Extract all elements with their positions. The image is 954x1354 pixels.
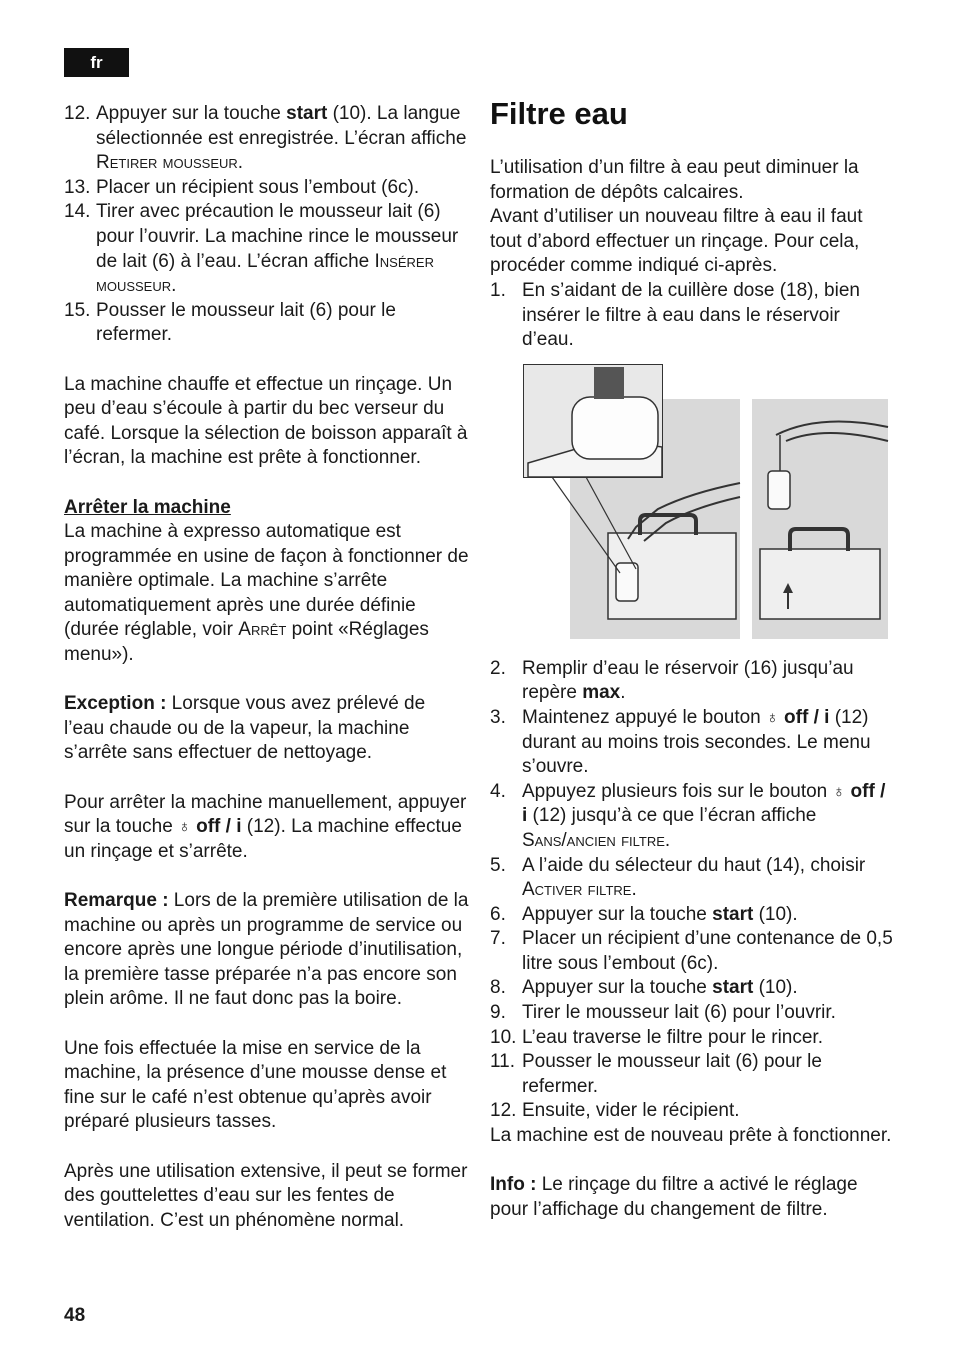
step-text-part: Remplir d’eau le réservoir (16) jusqu’au repère [522,657,854,704]
paragraph-text-part: Lors de la première utilisation de la machine ou après un programme de service ou encore après une longue période d’inutilisation, la première tasse préparée n’a pas encore son plein arôme. Il ne faut donc pas la boire. [64,890,469,1010]
paragraph-text-part: Pour arrêter la machine manuellement, appuyer sur la touche [64,791,467,838]
step-text [522,657,895,706]
step-text: Pousser le mousseur lait (6) pour le refermer. [522,1051,822,1097]
list-item [490,780,895,854]
step-text: L’eau traverse le filtre pour le rincer. [522,1026,823,1048]
left-step-list [64,102,469,348]
step-text-part: . [620,682,626,704]
step-text-part: . [631,879,637,901]
display-message: Retirer mousseur [96,152,238,174]
display-message: Sans/ancien filtre [522,829,665,851]
page-number: 48 [64,1305,86,1326]
step-text: Placer un récipient sous l’embout (6c). [96,176,420,198]
filter-insertion-illustration [490,363,890,643]
step-number: 8. [490,977,506,999]
step-number: 11. [490,1051,516,1073]
list-item [490,927,895,976]
paragraph-intro: L’utilisation d’un filtre à eau peut diminuer la formation de dépôts calcaires. [490,157,859,203]
step-text-part: A l’aide du sélecteur du haut (14), choisir [522,854,866,876]
step-number: 5. [490,854,506,876]
right-column [490,94,895,1222]
step-number: 7. [490,928,506,950]
step-text-part: Appuyez plusieurs fois sur le bouton [522,780,833,802]
paragraph-intro-rinse: Avant d’utiliser un nouveau filtre à eau il faut tout d’abord effectuer un rinçage. Pour cela, procéder comme indiqué ci-après. [490,206,863,277]
water-filter [616,563,638,601]
step-text [96,200,469,298]
button-reference: off / i [522,780,886,827]
list-item [490,1050,895,1099]
step-text-part: (10). [753,903,798,925]
step-number: 10. [490,1026,517,1048]
step-bold-text: start [712,903,754,925]
paragraph-drops: Après une utilisation extensive, il peut se former des gouttelettes d’eau sur les fentes de ventilation. C’est un phénomène normal. [64,1160,468,1231]
step-number: 15. [64,299,91,321]
menu-item-reference: Arrêt [238,619,287,641]
right-step-list-first [490,279,895,353]
list-item [490,657,895,706]
step-number: 12. [64,103,91,124]
paragraph-text-part: point «Réglages menu»). [64,619,429,666]
step-text-part: Appuyer sur la touche [96,103,287,124]
step-text-part: (12) durant au moins trois secondes. Le menu s’ouvre. [522,706,871,778]
paragraph-ready: La machine est de nouveau prête à fonctionner. [490,1125,892,1147]
paragraph-info [490,1173,895,1222]
step-text-part: Maintenez appuyé le bouton [522,706,767,728]
step-text [522,903,895,928]
list-item [490,976,895,1001]
step-bold-text: start [712,977,754,999]
paragraph-remark [64,889,469,1012]
step-number: 3. [490,706,506,728]
paragraph-text-part: Le rinçage du filtre a activé le réglage pour l’affichage du changement de filtre. [490,1174,858,1220]
list-item [64,200,469,298]
list-item [490,903,895,928]
paragraph-text-part: La machine à expresso automatique est programmée en usine de façon à fonctionner de manière optimale. La machine s’arrête automatiquement après une durée définie (durée réglable, voir [64,521,469,641]
list-item [490,1001,895,1026]
step-text [522,976,895,1001]
list-item [64,176,469,201]
step-text-part: . [664,829,671,851]
list-item [490,1099,895,1124]
step-text [522,780,895,854]
paragraph-rinse: La machine chauffe et effectue un rinçage. Un peu d’eau s’écoule à partir du bec verseur du café. Lorsque la sélection de boisson apparaît à l’écran, la machine est prête à fonctionner. [64,373,468,469]
power-icon: ♁ [832,781,846,801]
paragraph-text-part: (12). La machine effectue un rinçage et s’arrête. [64,816,462,862]
step-text: Tirer le mousseur lait (6) pour l’ouvrir. [522,1002,836,1024]
language-tab: fr [64,48,129,77]
step-text [96,102,469,176]
step-number: 13. [64,176,91,198]
list-item [490,1026,895,1051]
step-text [522,706,895,780]
step-text-part: Appuyer sur la touche [522,977,713,999]
display-message: Insérer mousseur [96,250,434,297]
left-column [64,102,469,1233]
list-item [64,299,469,348]
power-icon: ♁ [178,817,191,837]
step-number: 9. [490,1002,506,1024]
step-number: 6. [490,903,506,925]
right-step-list-second [490,657,895,1124]
step-text-part: (10). [753,977,798,999]
step-text: En s’aidant de la cuillère dose (18), bien insérer le filtre à eau dans le réservoir d’eau. [522,279,860,351]
step-text: Pousser le mousseur lait (6) pour le refermer. [96,299,396,346]
list-item [490,279,895,353]
button-reference: off / i [196,816,242,838]
list-item [490,854,895,903]
step-text-part: . [237,152,244,174]
step-text: Placer un récipient d’une contenance de 0,5 litre sous l’embout (6c). [522,928,893,974]
step-number: 14. [64,201,91,223]
step-number: 1. [490,279,506,301]
step-text-part: Tirer avec précaution le mousseur lait (6) pour l’ouvrir. La machine rince le mousseur de lait (6) à l’eau. L’écran affiche [96,201,459,272]
step-text-part: (12) jusqu’à ce que l’écran affiche [527,805,817,827]
step-number: 4. [490,780,506,802]
section-title: Filtre eau [490,96,628,131]
list-item [490,706,895,780]
paragraph-manual-stop [64,791,469,865]
step-text [522,854,895,903]
list-item [64,102,469,176]
paragraph-foam: Une fois effectuée la mise en service de la machine, la présence d’une mousse dense et fine sur le café n’est obtenue qu’après avoir préparé plusieurs tasses. [64,1037,447,1133]
paragraph-text-part: Lorsque vous avez prélevé de l’eau chaude ou de la vapeur, la machine s’arrête sans effectuer de nettoyage. [64,693,426,764]
step-bold-text: start [286,103,328,124]
step-text-part: . [171,275,177,297]
exception-label: Exception : [64,693,167,715]
spoon-handle-drawing [594,367,624,399]
paragraph-auto-stop [64,520,469,668]
step-text-part: (10). La langue sélectionnée est enregistrée. L’écran affiche [96,103,467,149]
button-reference: off / i [778,706,830,728]
water-tank [760,549,880,619]
filter-cap-drawing [572,397,658,459]
step-number: 2. [490,657,506,679]
water-filter [768,471,790,509]
display-message: Activer filtre [522,879,632,901]
step-number: 12. [490,1100,517,1122]
info-label: Info : [490,1174,537,1196]
step-text: Ensuite, vider le récipient. [522,1100,740,1122]
remark-label: Remarque : [64,890,169,911]
power-icon: ♁ [766,707,779,727]
step-text-part: Appuyer sur la touche [522,903,713,925]
step-bold-text: max [582,682,621,704]
paragraph-exception [64,692,469,766]
section-heading-stop: Arrêter la machine [64,496,231,518]
